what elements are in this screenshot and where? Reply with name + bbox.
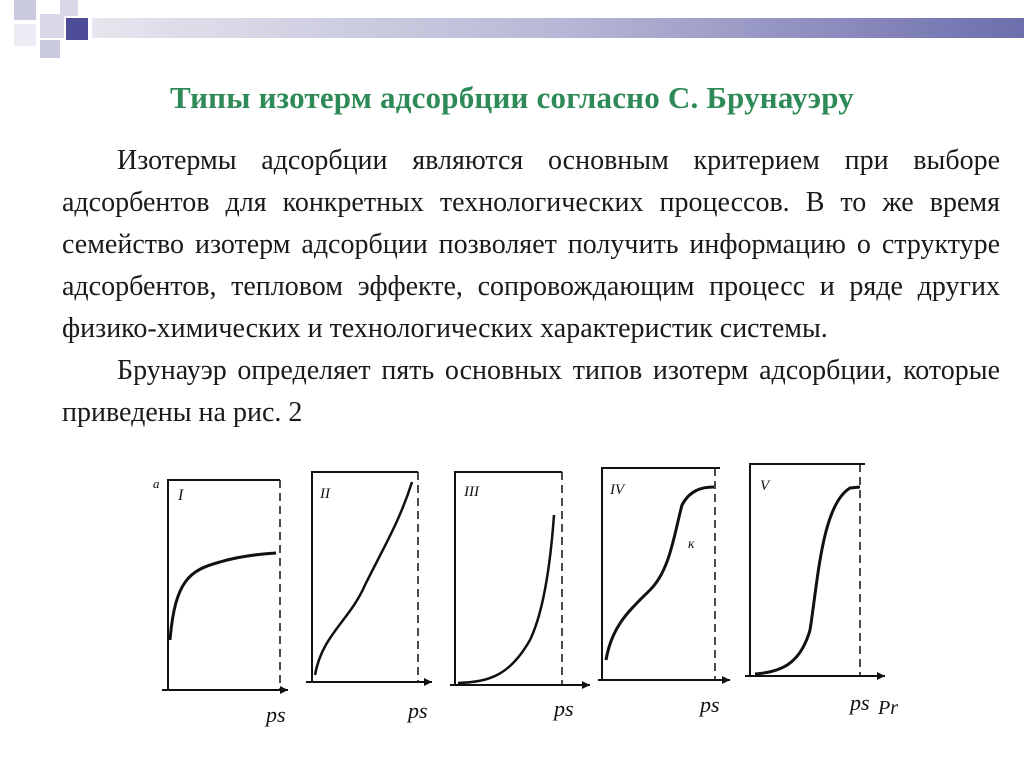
isotherm-figure <box>150 460 900 760</box>
paragraph: Брунауэр определяет пять основных типов изотерм адсорбции, которые приведены на рис. 2 <box>62 355 1000 428</box>
panel-label: III <box>464 484 479 500</box>
decorative-squares <box>0 0 90 60</box>
x-axis-label: ps <box>408 698 428 723</box>
deco-square <box>66 18 88 40</box>
y-axis-label: a <box>153 476 160 491</box>
slide-title: Типы изотерм адсорбции согласно С. Брунауэру <box>169 80 854 115</box>
paragraph: Изотермы адсорбции являются основным критерием при выборе адсорбентов для конкретных технологических процессов. В то же время семейство изотерм адсорбции позволяет получить информацию о структуре адсорбентов, тепловом эффекте, сопровождающим процесс и ряде других физико-химических и технологических характеристик системы. <box>62 145 1000 344</box>
deco-square <box>14 24 36 46</box>
x-axis-label: ps <box>850 690 870 715</box>
panel-label: IV <box>610 482 625 498</box>
body-text <box>62 140 1000 434</box>
x-axis-label: ps <box>266 702 286 727</box>
deco-square <box>40 40 60 58</box>
panel-iv <box>598 468 730 680</box>
panel-ii <box>306 472 432 682</box>
deco-square <box>60 0 78 16</box>
panel-label: I <box>178 487 184 504</box>
annotation: ĸ <box>688 537 695 552</box>
panel-i <box>162 480 288 690</box>
x-axis-label-2: Pr <box>878 697 898 719</box>
panel-label: V <box>760 478 770 494</box>
x-axis-label: ps <box>700 692 720 717</box>
panel-v <box>745 464 885 676</box>
x-axis-label: ps <box>554 696 574 721</box>
panel-iii <box>450 472 590 685</box>
panel-label: II <box>320 486 330 502</box>
deco-square <box>14 0 36 20</box>
deco-square <box>40 14 64 38</box>
header-bar <box>92 18 1024 38</box>
